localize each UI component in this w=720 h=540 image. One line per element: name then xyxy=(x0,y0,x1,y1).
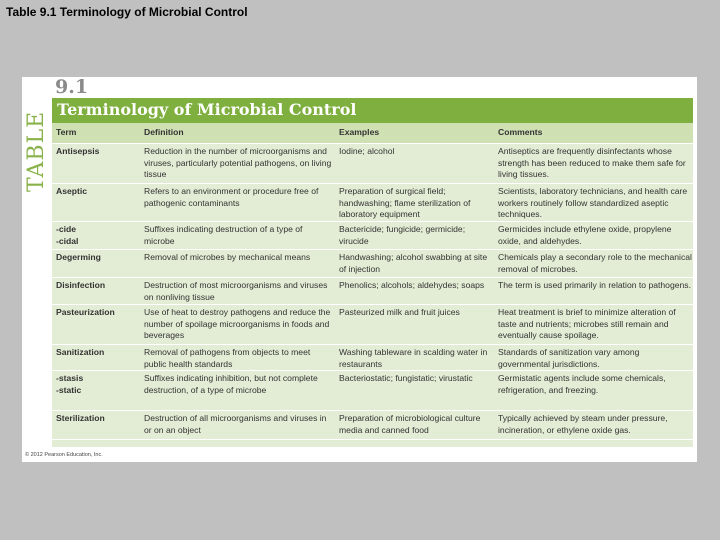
examples-cell: Phenolics; alcohols; aldehydes; soaps xyxy=(339,280,485,290)
term-cell xyxy=(52,146,140,182)
term: Sanitization xyxy=(56,347,105,357)
definition-cell: Destruction of most microorganisms and viruses on nonliving tissue xyxy=(144,280,328,302)
slide-title: Table 9.1 Terminology of Microbial Control xyxy=(6,5,248,19)
table-row xyxy=(52,144,693,184)
examples-cell: Washing tableware in scalding water in restaurants xyxy=(339,347,488,369)
term: -cide xyxy=(56,224,77,234)
header-examples: Examples xyxy=(339,127,380,138)
comments-cell: Heat treatment is brief to minimize alteration of taste and nutrients; microbes still remain and eventually cause spoilage. xyxy=(498,307,676,340)
term-cell xyxy=(52,224,140,248)
table-label: TABLE xyxy=(24,110,49,192)
table-row xyxy=(52,305,693,345)
term-cell xyxy=(52,307,140,343)
examples-cell: Bactericide; fungicide; germicide; virucide xyxy=(339,224,466,246)
definition-cell: Reduction in the number of microorganisms and viruses, particularly potential pathogens, on living tissue xyxy=(144,146,332,179)
comments-cell: The term is used primarily in relation to pathogens. xyxy=(498,280,691,290)
examples-cell: Bacteriostatic; fungistatic; virustatic xyxy=(339,373,473,383)
terminology-table xyxy=(52,123,693,447)
definition-cell: Suffixes indicating destruction of a type of microbe xyxy=(144,224,303,246)
table-title: Terminology of Microbial Control xyxy=(57,100,357,119)
term: Pasteurization xyxy=(56,307,115,317)
term: Degerming xyxy=(56,252,101,262)
table-row xyxy=(52,222,693,250)
header-definition: Definition xyxy=(144,127,184,138)
comments-cell: Typically achieved by steam under pressure, incineration, or ethylene oxide gas. xyxy=(498,413,668,435)
term-cell xyxy=(52,280,140,303)
table-header-row xyxy=(52,123,693,144)
definition-cell: Suffixes indicating inhibition, but not complete destruction, of a type of microbe xyxy=(144,373,318,395)
table-title-bar xyxy=(52,98,693,123)
term-cell xyxy=(52,413,140,438)
examples-cell: Iodine; alcohol xyxy=(339,146,395,156)
term: Aseptic xyxy=(56,186,88,196)
term-alt: -static xyxy=(56,384,82,395)
term-cell xyxy=(52,373,140,409)
term-cell xyxy=(52,347,140,369)
comments-cell: Germicides include ethylene oxide, propylene oxide, and aldehydes. xyxy=(498,224,672,246)
examples-cell: Preparation of microbiological culture media and canned food xyxy=(339,413,481,435)
table-row xyxy=(52,184,693,222)
comments-cell: Antiseptics are frequently disinfectants whose strength has been reduced to make them safe for living tissues. xyxy=(498,146,686,179)
term: Antisepsis xyxy=(56,146,100,156)
definition-cell: Removal of pathogens from objects to meet public health standards xyxy=(144,347,311,369)
term: -stasis xyxy=(56,373,84,383)
examples-cell: Preparation of surgical field; handwashing; flame sterilization of laboratory equipment xyxy=(339,186,471,219)
header-term: Term xyxy=(56,127,77,138)
comments-cell: Chemicals play a secondary role to the mechanical removal of microbes. xyxy=(498,252,692,274)
definition-cell: Refers to an environment or procedure free of pathogenic contaminants xyxy=(144,186,319,208)
comments-cell: Germistatic agents include some chemicals, refrigeration, and freezing. xyxy=(498,373,666,395)
table-number: 9.1 xyxy=(55,76,89,98)
term-cell xyxy=(52,252,140,276)
table-row xyxy=(52,345,693,371)
term-cell xyxy=(52,186,140,220)
definition-cell: Use of heat to destroy pathogens and reduce the number of spoilage microorganisms in foods and beverages xyxy=(144,307,331,340)
definition-cell: Removal of microbes by mechanical means xyxy=(144,252,311,262)
term-alt: -cidal xyxy=(56,235,79,246)
table-row xyxy=(52,278,693,305)
table-row xyxy=(52,250,693,278)
definition-cell: Destruction of all microorganisms and viruses in or on an object xyxy=(144,413,327,435)
copyright: © 2012 Pearson Education, Inc. xyxy=(25,452,103,458)
examples-cell: Pasteurized milk and fruit juices xyxy=(339,307,460,317)
examples-cell: Handwashing; alcohol swabbing at site of injection xyxy=(339,252,488,274)
table-row xyxy=(52,411,693,440)
header-comments: Comments xyxy=(498,127,543,138)
term: Sterilization xyxy=(56,413,105,423)
comments-cell: Standards of sanitization vary among governmental jurisdictions. xyxy=(498,347,640,369)
comments-cell: Scientists, laboratory technicians, and health care workers routinely follow standardized aseptic techniques. xyxy=(498,186,688,219)
term: Disinfection xyxy=(56,280,106,290)
table-row xyxy=(52,371,693,411)
